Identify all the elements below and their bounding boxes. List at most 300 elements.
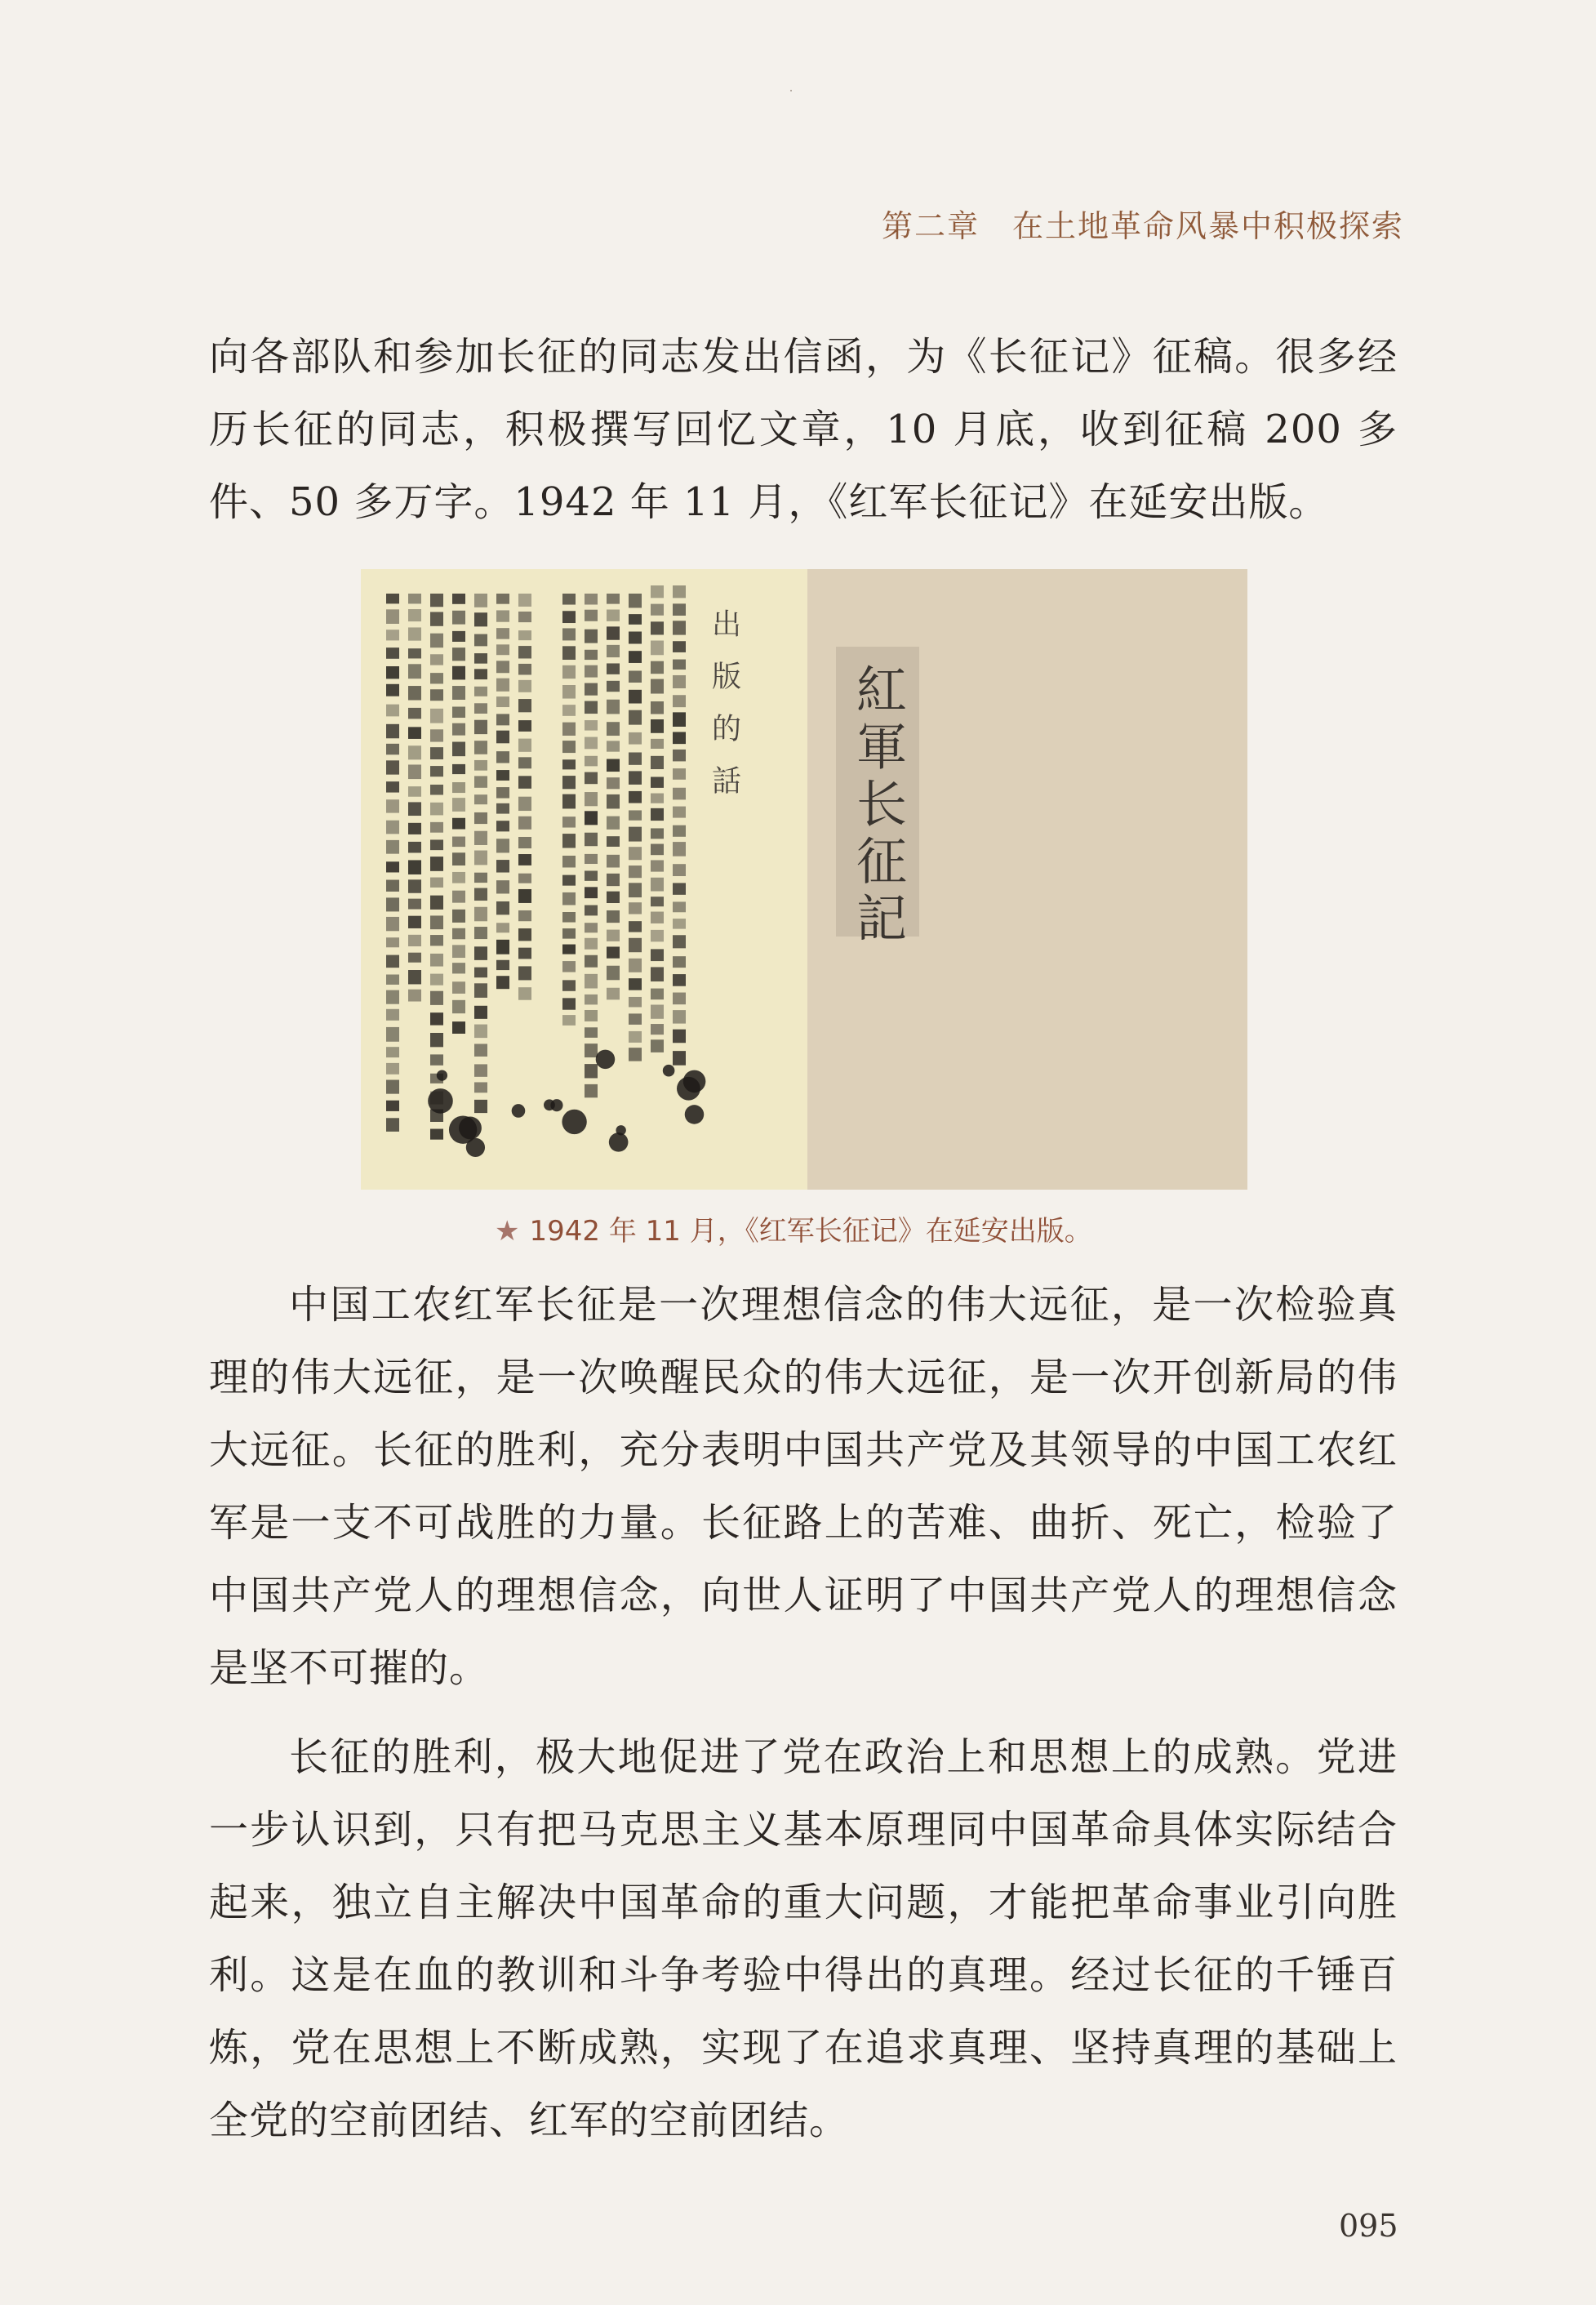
scan-glyph [673,750,686,762]
scan-glyph [673,1030,686,1043]
scan-glyph [562,705,576,716]
scan-glyph [585,974,598,989]
scan-glyph [430,729,443,741]
scan-glyph [607,663,620,674]
scan-glyph [585,854,598,864]
body-paragraph-2: 中国工农红军长征是一次理想信念的伟大远征，是一次检验真理的伟大远征，是一次唤醒民众的伟大远征，是一次开创新局的伟大远征。长征的胜利，充分表明中国共产党及其领导的中国工农红军是一支不可战胜的力量。长征路上的苦难、曲折、死亡，检验了中国共产党人的理想信念，向世人证明了中国共产党人的理想信念是坚不可摧的。 [209,1282,1398,1691]
scan-glyph [474,1082,487,1092]
scan-glyph [386,630,399,640]
scan-glyph [430,915,443,929]
scan-glyph [629,1031,642,1043]
scan-glyph [386,975,399,985]
scan-glyph [629,847,642,860]
figure-caption [495,1208,1092,1248]
scan-glyph [651,897,664,906]
scan-glyph [585,650,598,660]
scan-glyph [629,791,642,803]
scan-glyph [673,919,686,929]
preface-page-scan [361,569,807,1190]
scan-glyph [673,935,686,948]
scan-glyph [629,827,642,842]
scan-glyph [452,818,465,830]
scan-glyph [452,706,465,718]
scan-glyph [452,647,465,661]
scan-glyph [408,842,421,853]
scan-glyph [629,670,642,682]
scan-glyph [651,1004,664,1018]
scan-glyph [496,628,509,639]
scan-glyph [562,998,576,1009]
scan-glyph [518,854,531,865]
scan-glyph [474,653,487,664]
scan-glyph [474,669,487,679]
scan-glyph [585,756,598,767]
scan-glyph [430,896,443,910]
scan-glyph [629,651,642,663]
scan-glyph [673,825,686,837]
scan-glyph [651,585,664,598]
ink-blot [663,1065,675,1077]
scan-glyph [607,594,620,604]
ink-blot [512,1104,526,1118]
scan-glyph [452,742,465,757]
scan-glyph [408,745,421,759]
scan-glyph [518,928,531,941]
scan-glyph [651,949,664,961]
scan-glyph [474,1025,487,1039]
scan-glyph [386,609,399,624]
scan-glyph [518,630,531,640]
scan-glyph [408,764,421,779]
scan-glyph [408,879,421,892]
scan-glyph [585,701,598,714]
scan-glyph [518,817,531,830]
scan-glyph [607,794,620,809]
scan-glyph [562,723,576,736]
scan-glyph [651,701,664,714]
scan-glyph [474,968,487,978]
scan-glyph [430,1012,443,1025]
scan-glyph [452,891,465,903]
scan-glyph [430,1129,443,1140]
scan-glyph [518,646,531,658]
scan-glyph [651,604,664,616]
scan-glyph [585,1010,598,1021]
scan-glyph [496,821,509,831]
scan-glyph [651,1039,664,1052]
scan-speck [790,90,792,91]
scan-glyph [585,870,598,880]
scan-glyph [386,1047,399,1057]
scan-glyph [408,899,421,910]
scan-glyph [673,641,686,652]
scan-glyph [496,923,509,932]
scan-glyph [496,644,509,655]
scan-glyph [474,1043,487,1056]
scan-glyph [585,737,598,750]
scan-glyph [408,990,421,1002]
scan-glyph [386,1027,399,1042]
scan-glyph [386,781,399,792]
scan-glyph [651,1024,664,1035]
scan-glyph [651,844,664,856]
scan-glyph [452,686,465,700]
scan-glyph [408,916,421,928]
scan-glyph [673,993,686,1005]
scan-glyph [496,770,509,781]
ink-blot [677,1077,700,1101]
scan-glyph [673,864,686,876]
scan-glyph [562,741,576,753]
scan-glyph [673,1051,686,1066]
scan-glyph [629,614,642,625]
scan-glyph [629,710,642,725]
scan-glyph [386,840,399,854]
scan-glyph [585,772,598,785]
scan-glyph [496,976,509,989]
scan-glyph [585,833,598,847]
scan-glyph [585,923,598,932]
scan-glyph [585,955,598,968]
chapter-number: 第二章 [882,208,980,244]
scan-glyph [518,680,531,692]
scan-glyph [474,776,487,787]
scan-glyph [629,959,642,972]
scan-glyph [474,907,487,922]
scan-glyph [496,940,509,954]
scan-glyph [651,756,664,769]
body-paragraph-1: 向各部队和参加长征的同志发出信函，为《长征记》征稿。很多经历长征的同志，积极撰写回忆文章，10 月底，收到征稿 200 多件、50 多万字。1942 年 11 月，《红军长征记》在延安出版。 [209,334,1398,525]
scan-glyph [562,665,576,679]
scan-glyph [386,917,399,931]
scan-glyph [673,768,686,780]
body-paragraph-3: 长征的胜利，极大地促进了党在政治上和思想上的成熟。党进一步认识到，只有把马克思主义基本原理同中国革命具体实际结合起来，独立自主解决中国革命的重大问题，才能把革命事业引向胜利。这是在血的教训和斗争考验中得出的真理。经过长征的千锤百炼，党在思想上不断成熟，实现了在追求真理、坚持真理的基础上全党的空前团结、红军的空前团结。 [209,1734,1398,2143]
scan-glyph [408,727,421,739]
scan-glyph [408,648,421,658]
scan-glyph [518,910,531,921]
book-figure [361,569,1247,1190]
scan-glyph [562,892,576,906]
scan-glyph [651,719,664,733]
scan-glyph [386,897,399,911]
scan-glyph [629,1013,642,1025]
scan-glyph [474,831,487,845]
scan-glyph [651,679,664,694]
scan-glyph [496,787,509,798]
scan-glyph [386,990,399,1004]
scan-glyph [651,739,664,749]
scan-glyph [562,794,576,809]
scan-glyph [629,902,642,914]
scan-glyph [474,1064,487,1076]
scan-glyph [474,594,487,607]
scan-glyph [629,732,642,745]
scan-glyph [518,874,531,883]
scan-glyph [386,1101,399,1111]
scan-glyph [430,954,443,967]
scan-glyph [607,759,620,772]
scan-glyph [386,744,399,754]
scan-glyph [562,980,576,990]
scan-glyph [673,712,686,727]
scan-glyph [386,594,399,603]
scan-glyph [607,610,620,621]
scan-glyph [386,1009,399,1021]
scan-glyph [629,1048,642,1061]
scan-glyph [607,645,620,657]
scan-glyph [408,953,421,963]
scan-glyph [562,685,576,699]
scan-glyph [518,987,531,1000]
scan-glyph [518,739,531,752]
scan-glyph [452,723,465,736]
scan-glyph [629,690,642,704]
scan-glyph [607,910,620,923]
scan-glyph [518,612,531,622]
scan-glyph [474,946,487,960]
scan-glyph [562,594,576,605]
scan-glyph [673,842,686,857]
scan-glyph [430,747,443,759]
scan-glyph [474,612,487,626]
chapter-title: 在土地革命风暴中积极探索 [1012,208,1405,244]
scan-glyph [518,757,531,768]
scan-glyph [651,878,664,892]
scan-glyph [629,883,642,897]
scan-glyph [562,776,576,789]
scan-glyph [408,609,421,621]
scan-glyph [651,912,664,923]
scan-glyph [452,611,465,625]
scan-glyph [585,995,598,1004]
scan-glyph [474,812,487,824]
scan-glyph [673,621,686,634]
scan-glyph [651,967,664,981]
scan-glyph [607,817,620,830]
scan-glyph [386,647,399,659]
scan-glyph [408,970,421,984]
scan-glyph [386,1118,399,1132]
scan-glyph [430,1054,443,1065]
scan-glyph [607,892,620,903]
preface-heading: 出版的話 [707,608,741,817]
ink-blot [609,1132,629,1152]
star-icon: ★ [495,1215,520,1248]
scan-glyph [629,594,642,607]
preface-scan-drawing [361,569,807,1190]
scan-glyph [496,679,509,692]
scan-glyph [673,675,686,688]
scan-glyph [585,1084,598,1097]
scan-glyph [430,974,443,986]
scan-glyph [673,956,686,968]
scan-glyph [474,741,487,754]
scan-glyph [562,759,576,769]
scan-glyph [585,610,598,621]
scan-glyph [585,1043,598,1057]
scan-glyph [386,684,399,696]
ink-blot [437,1070,447,1080]
scan-glyph [496,594,509,604]
scan-glyph [562,928,576,939]
caption-text: 1942 年 11 月，《红军长征记》在延安出版。 [529,1215,1092,1248]
scan-glyph [474,1006,487,1019]
scan-glyph [673,974,686,986]
scan-glyph [607,681,620,692]
scan-glyph [430,766,443,776]
scan-glyph [673,695,686,707]
scan-glyph [607,626,620,639]
scan-glyph [496,661,509,673]
scan-glyph [629,978,642,990]
scan-glyph [452,852,465,865]
scan-glyph [430,709,443,723]
scan-glyph [629,771,642,785]
scan-glyph [474,888,487,901]
scan-glyph [474,983,487,998]
scan-glyph [386,705,399,717]
scan-glyph [496,901,509,914]
scan-glyph [430,689,443,701]
scan-glyph [386,821,399,834]
scan-glyph [585,811,598,825]
scan-glyph [585,630,598,643]
scan-glyph [430,839,443,850]
scan-glyph [452,872,465,883]
scan-glyph [651,989,664,1000]
scan-glyph [607,855,620,868]
scan-glyph [629,865,642,878]
scan-glyph [651,860,664,871]
ink-blot [562,1110,586,1134]
scan-glyph [518,776,531,788]
scan-glyph [452,666,465,680]
scan-glyph [408,594,421,603]
scan-glyph [562,945,576,954]
scan-glyph [386,1080,399,1094]
scan-glyph [562,817,576,827]
ink-blot [616,1125,625,1135]
page-number: 095 [1339,2208,1398,2244]
ink-blot [550,1099,562,1111]
cover-title: 紅軍长征記 [847,663,908,949]
scan-glyph [386,861,399,872]
scan-glyph [651,794,664,803]
scan-glyph [585,792,598,806]
scan-glyph [629,810,642,820]
scan-glyph [496,803,509,814]
ink-blot [596,1050,616,1070]
scan-glyph [562,961,576,972]
scan-glyph [585,938,598,950]
scan-glyph [386,760,399,774]
scan-glyph [408,664,421,679]
ink-blot [428,1088,453,1114]
scan-glyph [607,700,620,714]
scan-glyph [408,823,421,834]
scan-glyph [386,1063,399,1075]
scan-glyph [452,594,465,604]
scan-glyph [607,722,620,736]
scan-glyph [585,720,598,731]
scan-glyph [496,839,509,852]
scan-glyph [452,764,465,774]
scan-glyph [496,610,509,621]
scan-glyph [430,594,443,607]
scan-glyph [496,714,509,725]
scan-glyph [452,837,465,848]
scan-glyph [651,930,664,941]
scan-glyph [430,654,443,665]
scan-glyph [474,873,487,883]
scan-glyph [651,808,664,821]
scan-glyph [518,594,531,607]
scan-glyph [452,1021,465,1034]
scan-glyph [562,628,576,640]
scan-glyph [651,641,664,656]
scan-glyph [673,1010,686,1023]
scan-glyph [673,660,686,670]
scan-glyph [430,634,443,647]
scan-glyph [430,785,443,795]
scan-glyph [474,927,487,939]
scan-glyph [607,946,620,958]
scan-glyph [607,874,620,886]
scan-glyph [607,836,620,847]
scan-glyph [585,665,598,678]
scan-glyph [408,802,421,816]
scan-glyph [607,988,620,1000]
scan-glyph [408,686,421,700]
scan-glyph [518,948,531,959]
scan-glyph [408,627,421,640]
book-cover-scan [807,569,1247,1190]
scan-glyph [408,860,421,874]
scan-glyph [562,834,576,848]
scan-glyph [562,1015,576,1026]
scan-glyph [452,631,465,642]
scan-glyph [474,794,487,804]
scan-glyph [629,997,642,1008]
scan-glyph [518,797,531,811]
scan-glyph [474,760,487,771]
scan-glyph [651,776,664,787]
scan-glyph [452,1000,465,1013]
scan-glyph [430,857,443,871]
scan-glyph [496,960,509,970]
scan-glyph [452,981,465,994]
scan-glyph [430,878,443,888]
scan-glyph [496,860,509,872]
scan-glyph [386,724,399,738]
scan-glyph [430,935,443,946]
scan-glyph [629,631,642,643]
scan-glyph [386,799,399,812]
scan-glyph [496,751,509,763]
scan-glyph [452,963,465,973]
scan-glyph [386,880,399,892]
scan-glyph [629,752,642,764]
scan-glyph [518,720,531,732]
scan-glyph [496,696,509,707]
scan-glyph [430,803,443,816]
scan-glyph [585,594,598,604]
scan-glyph [651,661,664,674]
scan-glyph [562,611,576,623]
scan-glyph [585,1064,598,1078]
scan-glyph [474,703,487,714]
scan-glyph [518,966,531,980]
